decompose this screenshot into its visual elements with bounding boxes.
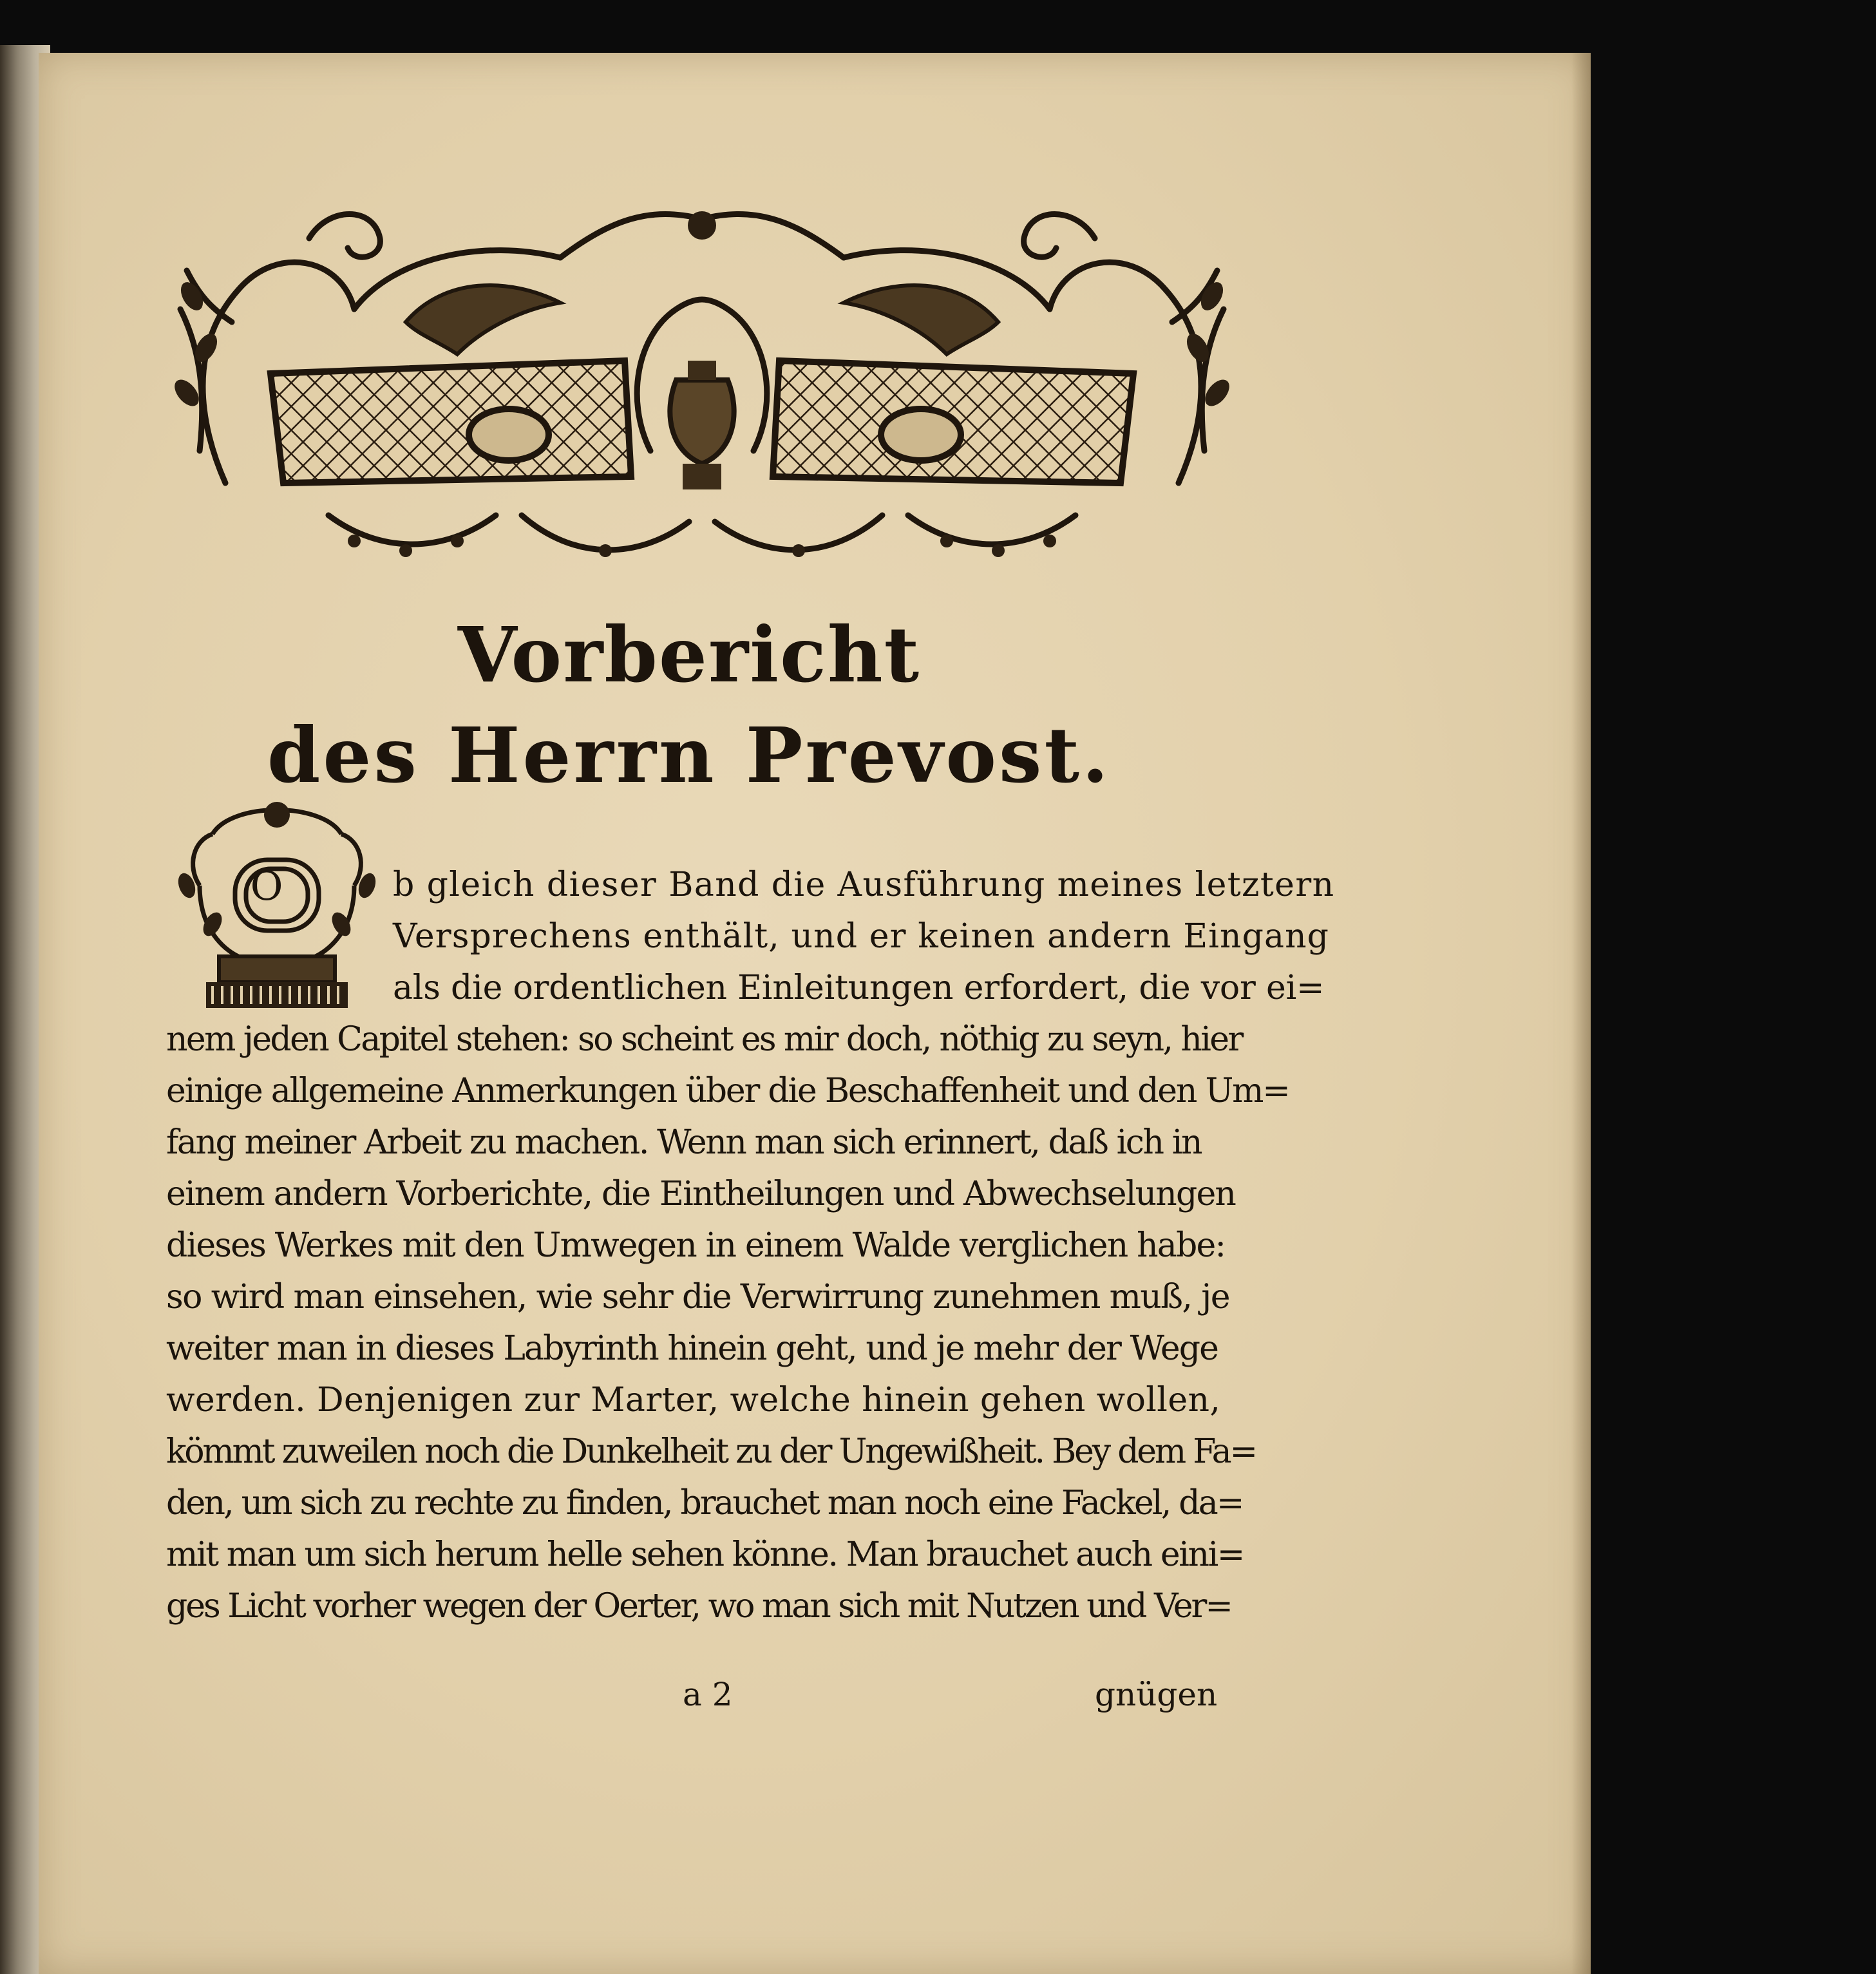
body-line: weiter man in dieses Labyrinth hinein geht, und je mehr der Wege — [166, 1329, 1218, 1368]
headpiece-ornament — [161, 180, 1243, 567]
body-line: einem andern Vorberichte, die Eintheilungen und Abwechselungen — [166, 1175, 1236, 1213]
initial-letter: O — [250, 862, 283, 909]
body-line: so wird man einsehen, wie sehr die Verwirrung zunehmen muß, je — [166, 1278, 1229, 1316]
body-line: fang meiner Arbeit zu machen. Wenn man sich erinnert, daß ich in — [166, 1123, 1202, 1162]
page-title-line-1: Vorbericht — [457, 610, 921, 699]
body-line: dieses Werkes mit den Umwegen in einem Walde verglichen habe: — [166, 1226, 1226, 1265]
page-title-line-2: des Herrn Prevost. — [267, 710, 1112, 800]
body-line: kömmt zuweilen noch die Dunkelheit zu der Ungewißheit. Bey dem Fa= — [166, 1432, 1256, 1471]
body-line: Versprechens enthält, und er keinen andern Eingang — [393, 917, 1330, 956]
body-line: werden. Denjenigen zur Marter, welche hinein gehen wollen, — [166, 1381, 1221, 1419]
body-line: mit man um sich herum helle sehen könne. Man brauchet auch eini= — [166, 1535, 1244, 1574]
body-line: b gleich dieser Band die Ausführung meines letztern — [393, 866, 1335, 904]
signature-mark: a 2 — [683, 1676, 733, 1713]
catchword: gnügen — [1095, 1676, 1218, 1713]
body-line: als die ordentlichen Einleitungen erfordert, die vor ei= — [393, 969, 1325, 1007]
body-line: einige allgemeine Anmerkungen über die Beschaffenheit und den Um= — [166, 1072, 1289, 1110]
body-line: den, um sich zu rechte zu finden, brauchet man noch eine Fackel, da= — [166, 1484, 1243, 1523]
body-line: ges Licht vorher wegen der Oerter, wo man sich mit Nutzen und Ver= — [166, 1587, 1231, 1626]
body-line: nem jeden Capitel stehen: so scheint es mir doch, nöthig zu seyn, hier — [166, 1020, 1242, 1059]
